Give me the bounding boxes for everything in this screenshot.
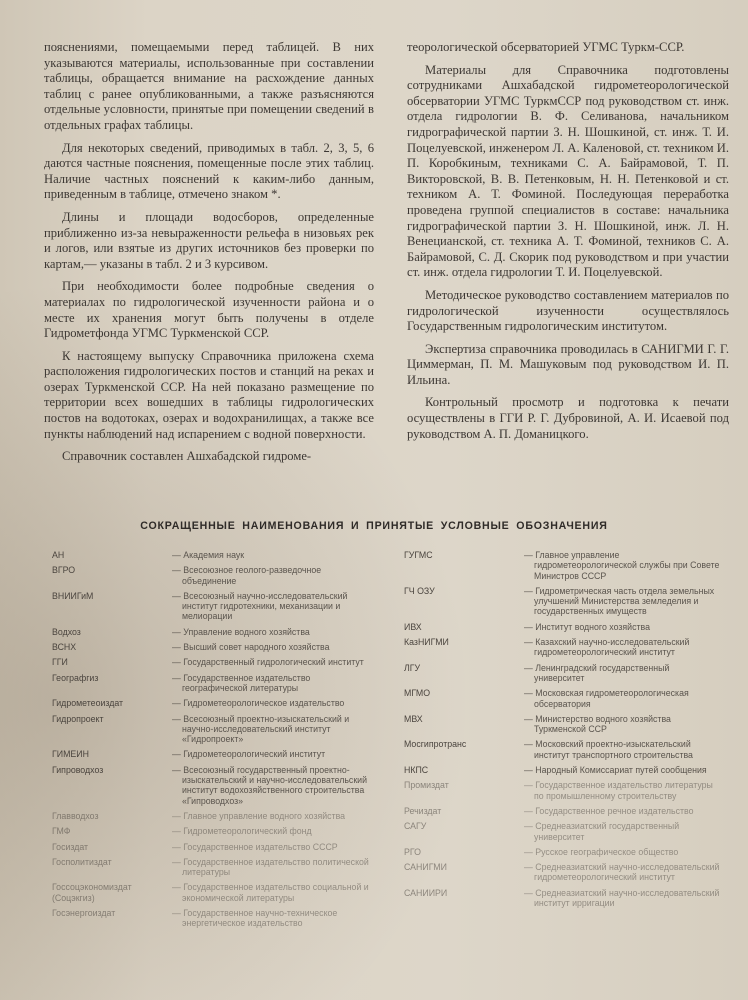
abbreviation-row (404, 586, 722, 617)
abbreviation-term: Речиздат (404, 805, 442, 816)
abbreviation-definition: — Министерство водного хозяйства Туркменской ССР (524, 714, 722, 735)
abbreviation-definition: — Государственный гидрологический институт (172, 657, 374, 667)
abbreviation-definition: — Главное управление водного хозяйства (172, 811, 374, 821)
abbreviation-term: Госэнергоиздат (52, 908, 116, 919)
abbreviation-definition: — Среднеазиатский государственный университет (524, 821, 722, 842)
abbreviation-definition: — Управление водного хозяйства (172, 627, 374, 637)
paragraph: Длины и площади водосборов, определенные приближенно из-за невыраженности рельефа в низовьях рек и логов, или взятые из других источников без проверки по картам,— указаны в табл. 2 и 3 курсивом. (44, 209, 374, 271)
abbreviation-definition: — Гидрометеорологическое издательство (172, 698, 374, 708)
abbreviation-row (52, 627, 374, 637)
abbreviations-list-right (404, 550, 722, 913)
abbreviation-term: Водхоз (52, 626, 81, 637)
abbreviation-definition: — Главное управление гидрометеорологической службы при Совете Министров СССР (524, 550, 722, 581)
abbreviation-definition: — Академия наук (172, 550, 374, 560)
abbreviation-term: ВСНХ (52, 642, 77, 653)
abbreviation-term: Гипроводхоз (52, 764, 104, 775)
abbreviation-definition: — Государственное издательство политической литературы (172, 857, 374, 878)
paragraph: Методическое руководство составлением материалов по гидрологической изученности осуществлялось Государственным гидрологическим институтом. (407, 287, 729, 334)
text-column-right (407, 40, 729, 449)
abbreviation-definition: — Государственное издательство СССР (172, 842, 374, 852)
abbreviation-row (52, 714, 374, 745)
abbreviation-row (52, 749, 374, 759)
abbreviation-row (404, 888, 722, 909)
paragraph: К настоящему выпуску Справочника приложена схема расположения гидрологических постов и станций на реках и озерах Туркменской ССР. На ней показано размещение по территории всех вошедших в таблицы гидрологических постов на водотоках, озерах и водохранилищах, а также все пункты наблюдений над испарением с водной поверхности. (44, 348, 374, 441)
abbreviation-term: Гоcсоцэкономиздат (Соцэкгиз) (52, 882, 132, 903)
abbreviations-list-left (52, 550, 374, 934)
abbreviation-row (52, 642, 374, 652)
paragraph: Экспертиза справочника проводилась в САНИГМИ Г. Г. Циммерман, П. М. Машуковым под руководством И. П. Ильина. (407, 341, 729, 387)
abbreviation-term: ГМФ (52, 826, 71, 837)
abbreviation-term: МВХ (404, 713, 423, 724)
abbreviation-term: ИВХ (404, 621, 422, 632)
text-column-left (44, 40, 374, 472)
abbreviation-definition: — Русское географическое общество (524, 847, 722, 857)
abbreviation-row (404, 637, 722, 658)
abbreviation-row (52, 811, 374, 821)
abbreviation-definition: — Казахский научно-исследовательский гидрометеорологический институт (524, 637, 722, 658)
abbreviation-definition: — Гидрометеорологический фонд (172, 826, 374, 836)
abbreviation-term: ВГРО (52, 565, 76, 576)
abbreviation-term: ВНИИГиМ (52, 590, 94, 601)
abbreviation-row (404, 550, 722, 581)
abbreviation-term: Промиздат (404, 780, 449, 791)
abbreviation-term: Мосгипротранс (404, 739, 467, 750)
abbreviation-row (52, 550, 374, 560)
abbreviation-row (52, 842, 374, 852)
paragraph: пояснениями, помещаемыми перед таблицей. В них указываются материалы, использованные при составлении таблицы, обращается внимание на расхождение данных таблиц с ранее опубликованными, а также разъясняются отдельные условности, принятые при помещении сведений в отдельных графах таблицы. (44, 40, 374, 132)
abbreviation-term: АН (52, 550, 65, 560)
abbreviation-term: Госиздат (52, 841, 89, 852)
abbreviation-term: САНИГМИ (404, 862, 447, 873)
abbreviation-definition: — Высший совет народного хозяйства (172, 642, 374, 652)
abbreviation-row (404, 821, 722, 842)
paragraph: Контрольный просмотр и подготовка к печати осуществлены в ГГИ Р. Г. Дубровиной, А. И. Исаевой под руководством А. П. Доманицкого. (407, 395, 729, 441)
abbreviation-definition: — Институт водного хозяйства (524, 622, 722, 632)
abbreviation-term: ГУГМС (404, 550, 433, 560)
abbreviation-term: ГГИ (52, 657, 68, 668)
abbreviation-term: Главводхоз (52, 810, 99, 821)
abbreviation-term: Гидрометеоиздат (52, 698, 124, 709)
paragraph: Материалы для Справочника подготовлены сотрудниками Ашхабадской гидрометеорологической обсерватории УГМС ТуркмССР под руководством ст. инж. отдела гидрологии В. Ф. Селиванова, начальником гидрографической партии З. Н. Шошкиной, ст. инж. Т. И. Поцелуевской, инженером Л. А. Каленовой, ст. техником И. П. Коробкиным, техниками С. А. Байрамовой, Т. П. Викторовской, В. В. Петенковым, Н. Н. Петенковой и ст. техником А. Т. Фоминой. Последующая переработка проведена группой специалистов в составе: начальника гидрографической партии З. Н. Шошкиной, инж. Л. Н. Венецианской, ст. техника А. Т. Фоминой, техников С. А. Байрамовой, С. Д. Скорик под руководством и при участии ст. инж. отдела гидрологии Т. И. Поцелуевской. (407, 62, 729, 280)
abbreviation-row (52, 857, 374, 878)
abbreviation-term: МГМО (404, 688, 431, 699)
abbreviation-definition: — Всесоюзный государственный проектно-изыскательский и научно-исследовательский институт водохозяйственного строительства «Гипроводхоз» (172, 765, 374, 806)
abbreviation-definition: — Народный Комиссариат путей сообщения (524, 765, 722, 775)
abbreviation-row (404, 765, 722, 775)
abbreviation-term: ГЧ ОЗУ (404, 585, 435, 596)
abbreviation-row (52, 765, 374, 806)
abbreviation-definition: — Государственное речное издательство (524, 806, 722, 816)
abbreviation-row (404, 622, 722, 632)
paragraph: При необходимости более подробные сведения о материалах по гидрологической изученности района и о месте их хранения могут быть получены в отделе Гидрометфонда УГМС Туркменской ССР. (44, 279, 374, 341)
abbreviation-term: Госполитиздат (52, 856, 112, 867)
abbreviation-row (52, 698, 374, 708)
abbreviation-row (52, 908, 374, 929)
abbreviation-definition: — Государственное издательство литературы по промышленному строительству (524, 780, 722, 801)
abbreviation-definition: — Гидрометрическая часть отдела земельных улучшений Министерства земледелия и государственных имуществ (524, 586, 722, 617)
abbreviation-definition: — Государственное издательство географической литературы (172, 673, 374, 694)
abbreviation-row (52, 826, 374, 836)
abbreviation-term: Географгиз (52, 672, 99, 683)
abbreviation-term: ГИМЕИН (52, 749, 89, 760)
abbreviation-term: КазНИГМИ (404, 637, 449, 648)
abbreviation-row (404, 663, 722, 684)
abbreviation-row (404, 739, 722, 760)
abbreviation-definition: — Государственное научно-техническое энергетическое издательство (172, 908, 374, 929)
paragraph: Справочник составлен Ашхабадской гидроме- (62, 449, 312, 464)
abbreviation-definition: — Среднеазиатский научно-исследовательский гидрометеорологический институт (524, 862, 722, 883)
abbreviation-row (52, 657, 374, 667)
abbreviation-term: Гидропроект (52, 713, 104, 724)
abbreviation-term: ЛГУ (404, 662, 421, 673)
abbreviation-row (404, 862, 722, 883)
abbreviation-row (404, 780, 722, 801)
abbreviation-definition: — Московская гидрометеорологическая обсерватория (524, 688, 722, 709)
paragraph: теорологической обсерваторией УГМС Туркм-ССР. (407, 40, 685, 54)
abbreviation-definition: — Среднеазиатский научно-исследовательский институт ирригации (524, 888, 722, 909)
abbreviation-row (52, 565, 374, 586)
abbreviation-term: САГУ (404, 821, 427, 832)
abbreviation-term: НКПС (404, 765, 429, 776)
abbreviation-row (404, 847, 722, 857)
abbreviation-row (52, 591, 374, 622)
abbreviation-term: САНИИРИ (404, 887, 448, 898)
paragraph: Для некоторых сведений, приводимых в табл. 2, 3, 5, 6 даются частные пояснения, помещенные после этих таблиц. Наличие частных пояснений к каким-либо данным, приведенным в таблице, отмечено знаком *. (44, 140, 374, 202)
abbreviation-definition: — Государственное издательство социальной и экономической литературы (172, 882, 374, 903)
abbreviation-definition: — Гидрометеорологический институт (172, 749, 374, 759)
abbreviation-definition: — Ленинградский государственный университет (524, 663, 722, 684)
abbreviation-definition: — Всесоюзный проектно-изыскательский и научно-исследовательский институт «Гидропроект» (172, 714, 374, 745)
abbreviation-row (404, 714, 722, 735)
abbreviation-definition: — Московский проектно-изыскательский институт транспортного строительства (524, 739, 722, 760)
abbreviation-term: РГО (404, 846, 421, 857)
abbreviation-row (52, 673, 374, 694)
abbreviation-row (404, 688, 722, 709)
abbreviation-definition: — Всесоюзное геолого-разведочное объединение (172, 565, 374, 586)
abbreviation-row (404, 806, 722, 816)
abbreviation-definition: — Всесоюзный научно-исследовательский институт гидротехники, механизации и мелиорации (172, 591, 374, 622)
abbreviation-row (52, 882, 374, 903)
abbreviations-heading: СОКРАЩЕННЫЕ НАИМЕНОВАНИЯ И ПРИНЯТЫЕ УСЛОВНЫЕ ОБОЗНАЧЕНИЯ (140, 520, 608, 532)
